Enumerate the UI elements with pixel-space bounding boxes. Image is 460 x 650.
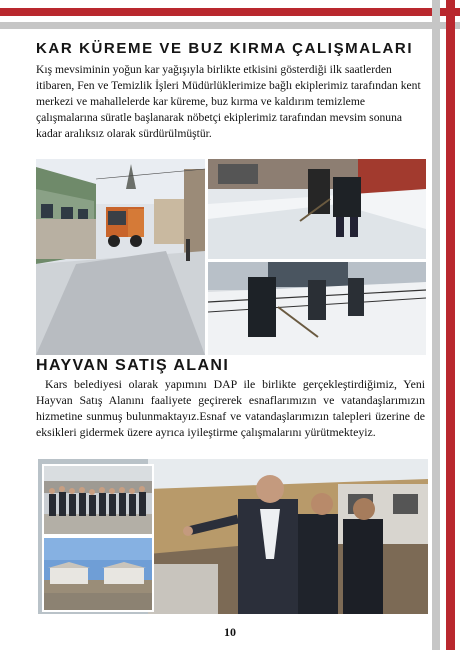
photo-workers-shoveling-snow — [208, 159, 426, 259]
side-grey-stripe — [432, 0, 440, 650]
photo-inset-group-visit — [44, 466, 152, 534]
snow-section-body: Kış mevsiminin yoğun kar yağışıyla birlikte etkisini gösterdiği ilk saatlerden itibaren, Fen ve Temizlik İşleri Müdürlüklerimize bağlı ekiplerimiz tarafından kent merkezi ve mahallelerde kar küreme, buz kırma ve kaldırım temizleme çalışmalarına süratle başlanarak nöbetçi ekiplerimiz tarafından mevsim sonuna kadar aralıksız olarak sürdürülmüştür. — [36, 63, 421, 140]
market-section-body: Kars belediyesi olarak yapımını DAP ile birlikte gerçekleştirdiğimiz, Yeni Hayvan Satış Alanını faaliyete geçirerek esnaflarımızın ve vatandaşlarımızın hizmetine sunmuş bulunmaktayız.Esnaf ve vatandaşlarımızın talepleri üzerine de eksikleri gidermek üzere ayrıca iyileştirme çalışmalarını yürütmekteyiz. — [36, 377, 425, 439]
side-red-stripe — [446, 0, 455, 650]
photo-workers-clearing-sidewalk — [208, 262, 426, 355]
photo-snow-truck-street — [36, 159, 205, 355]
snow-section-title: KAR KÜREME VE BUZ KIRMA ÇALIŞMALARI — [36, 40, 414, 57]
photo-inset-market-buildings — [44, 538, 152, 610]
top-grey-stripe — [0, 22, 460, 29]
page-number: 10 — [224, 625, 236, 639]
top-red-stripe — [0, 8, 460, 16]
market-section-title: HAYVAN SATIŞ ALANI — [36, 357, 230, 374]
